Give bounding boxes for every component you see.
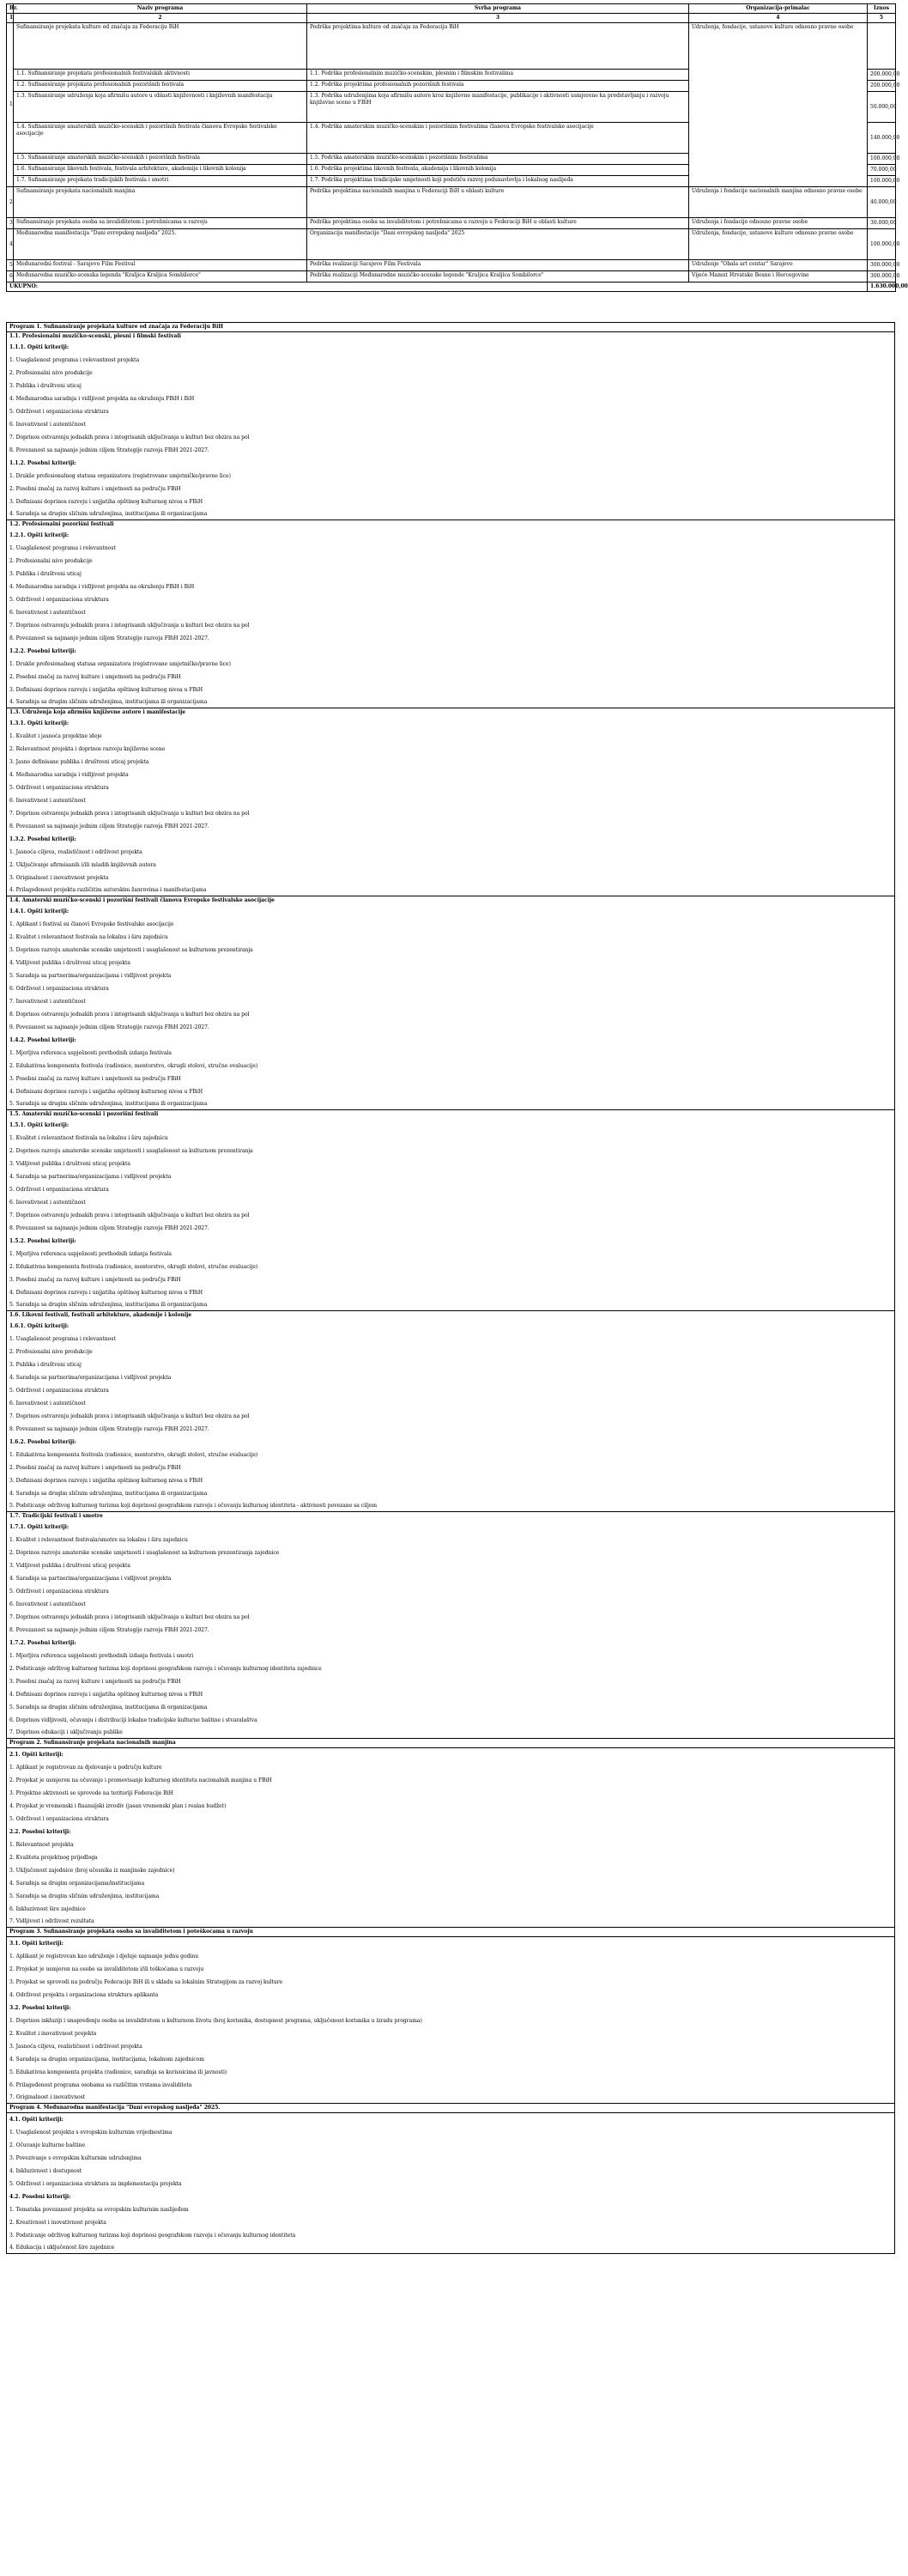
criteria-item: 1. Mjerljiva referenca uspješnosti prethodnih izdanja festivala i smotri [9, 1653, 194, 1659]
program-4-section [6, 2103, 895, 2254]
criteria-item: 1. Jasnoća ciljeva, realističnost i održivost projekta [9, 849, 142, 855]
budget-table [6, 3, 908, 292]
section-title: 1.7. Tradicijski festivali i smotre [9, 1513, 103, 1519]
criteria-item: 2. Kvalitet i relevantnost festivala na lokalnu i širu zajednicu [9, 934, 168, 940]
criteria-item: 8. Povezanost sa najmanje jednim ciljem Strategije razvoja FBiH 2021-2027. [9, 635, 209, 641]
criteria-item: 5. Održivost i organizaciona struktura [9, 409, 109, 415]
criteria-item: 3. Povezivanje s evropskim kulturnim udruženjima [9, 2155, 142, 2161]
header-cell: Svrha programa [307, 4, 689, 14]
header-number-cell: 5 [868, 14, 896, 23]
amount: 30.000,00 [868, 218, 896, 229]
criteria-item: 7. Vidljivost i održivost rezultata [9, 1918, 94, 1924]
header-number-cell: 3 [307, 14, 689, 23]
recipient-organization: Udruženja i fondacije nacionalnih manjina odnosno pravne osobe [689, 187, 868, 218]
criteria-item: 8. Povezanost sa najmanje jednim ciljem Strategije razvoja FBiH 2021-2027. [9, 447, 209, 453]
program-purpose: Podrška projektima osoba sa invaliditetom i potrebnicama u razvoju u Federaciji BiH u oblasti kulture [307, 218, 689, 229]
criteria-item: 5. Saradnja sa drugim sličnim udruženjima, institucijama ili organizacijama [9, 1302, 208, 1308]
criteria-item: 5. Održivost i organizaciona struktura [9, 1388, 109, 1394]
criteria-item: 2. Doprinos razvoju amaterske scenske umjetnosti i usaglašenost sa kulturnom prezentiranja zajednice [9, 1550, 280, 1556]
criteria-item: 6. Inovativnost i autentičnost [9, 422, 86, 428]
program-name: Međunarodna manifestacija "Dani evropskog nasljeđa" 2025. [14, 229, 307, 260]
amount: 100.000,00 [868, 154, 896, 165]
criteria-item: 1. Usaglašenost programa i relevantnost [9, 1336, 116, 1342]
criteria-item: 2. Uključivanje afirmisanih i/ili mladih književnih autora [9, 862, 156, 868]
criteria-item: 5. Saradnja sa drugim sličnim udruženjima, institucijama ili organizacijama [9, 1101, 208, 1107]
criteria-item: 3. Originalnost i inovativnost projekta [9, 875, 109, 881]
criteria-item: 7. Inovativnost i autentičnost [9, 999, 86, 1005]
criteria-item: 4. Međunarodna saradnja i vidljivost projekta [9, 772, 129, 778]
recipient-organization: Udruženje "Obala art centar" Sarajevo [689, 260, 868, 271]
recipient-organization: Udruženja i fondacije odnosno pravne osobe [689, 218, 868, 229]
program-purpose: Podrška realizaciji Sarajevo Film Festivala [307, 260, 689, 271]
criteria-item: 4. Saradnja sa partnerima/organizacijama i vidljivost projekta [9, 1576, 172, 1582]
criteria-item: 3. Publika i društveni uticaj [9, 571, 82, 577]
amount: 70.000,00 [868, 165, 896, 176]
criteria-item: 5. Saradnja sa drugim sličnim udruženjima, institucijama ili organizacijama [9, 1704, 208, 1710]
total-amount: 1.630.000,00 [868, 283, 896, 292]
table-row [7, 229, 896, 260]
criteria-section [6, 896, 895, 1110]
program-purpose: 1.1. Podrška profesionalnim muzičko-scenskim, plesnim i filmskim festivalima [307, 70, 689, 81]
criteria-item: 1. Usaglašenost programa i relevantnost [9, 545, 116, 551]
criteria-item: 2. Doprinos razvoju amaterske scenske umjetnosti i usaglašenost sa kulturnom prezentiranja [9, 1148, 253, 1154]
section-title: 1.6. Likovni festivali, festivali arhitekture, akademije i kolonije [9, 1312, 192, 1318]
general-criteria-heading: 2.1. Opšti kriteriji: [9, 1752, 64, 1758]
special-criteria-heading: 1.5.2. Posebni kriteriji: [9, 1238, 76, 1244]
criteria-item: 2. Profesionalni nivo produkcije [9, 558, 93, 564]
criteria-item: 3. Definisani doprinos razvoju i unjjatiha opštinog kulturnog nivoa u FBiH [9, 499, 203, 505]
general-criteria-heading: 1.7.1. Opšti kriteriji: [9, 1524, 70, 1530]
amount: 300.000,00 [868, 271, 896, 283]
criteria-item: 4. Prilagođenost projekta različitim autorskim žanrovima i manifestacijama [9, 887, 207, 893]
program-name: Međunarodna muzičko-scenska legenda "Kraljica Kraljica Sombilorce" [14, 271, 307, 283]
amount: 200.000,00 [868, 81, 896, 92]
criteria-item: 3. Definisani doprinos razvoju i unjjatiha opštinog kulturnog nivoa u FBiH [9, 1478, 203, 1484]
criteria-item: 2. Posebni značaj za razvoj kulture i umjetnosti na području FBiH [9, 1465, 181, 1471]
criteria-item: 8. Povezanost sa najmanje jednim ciljem Strategije razvoja FBiH 2021-2027. [9, 1627, 209, 1633]
program-name: Sufinansiranje projekata nacionalnih manjina [14, 187, 307, 218]
row-number: 4. [7, 229, 14, 260]
criteria-item: 3. Vidljivost publika i društveni uticaj projekta [9, 1563, 130, 1569]
criteria-item: 6. Doprinos vidljivosti, očuvanju i distribuciji lokalne tradicijske kulturne baštine i stvaralaštva [9, 1717, 257, 1723]
amount: 140.000,00 [868, 123, 896, 154]
header-cell: Organizacija-primalac [689, 4, 868, 14]
program-purpose: Podrška realizaciji Međunarodne muzičko-scenske legende "Kraljica Kraljica Sombilorce" [307, 271, 689, 283]
recipient-organization: Udruženja, fondacije, ustanove kulture odnosno pravne osobe [689, 229, 868, 260]
header-number-cell: 1 [7, 14, 14, 23]
program-1-subsections [6, 331, 895, 1739]
criteria-item: 7. Doprinos ostvarenju jednakih prava i integrisanih uključivanja u kulturi bez obzira na pol [9, 623, 250, 629]
row-number: 3. [7, 218, 14, 229]
section-title: 1.2. Profesionalni pozorišni festivali [9, 521, 114, 527]
criteria-item: 1. Mjerljiva referenca uspješnosti prethodnih izdanja festivala [9, 1251, 172, 1257]
amount: 300.000,00 [868, 260, 896, 271]
criteria-item: 4. Međunarodna saradnja i vidljivost projekta na okruženju FBiH i BiH [9, 584, 195, 590]
program-name: 1.1. Sufinansiranje projekata profesionalnih festivalskih aktivnosti [14, 70, 307, 81]
program-name: 1.2. Sufinansiranje projekata profesionalnih pozorišnih festivala [14, 81, 307, 92]
program-purpose: 1.5. Podrška amaterskim muzičko-scenskim i pozorišnim festivalima [307, 154, 689, 165]
program-purpose: Podrška projektima nacionalnih manjina u Federaciji BiH u oblasti kulture [307, 187, 689, 218]
criteria-item: 3. Publika i društveni uticaj [9, 383, 82, 389]
criteria-item: 2. Profesionalni nivo produkcije [9, 1349, 93, 1355]
program-3-section [6, 1927, 895, 2104]
program-purpose: 1.2. Podrška projektima profesionalnih pozorišnih festivala [307, 81, 689, 92]
criteria-item: 4. Saradnja sa drugim sličnim udruženjima, institucijama ili organizacijama [9, 1491, 208, 1497]
table-row [7, 218, 896, 229]
program-title: Program 2. Sufinansiranje projekata nacionalnih manjina [9, 1740, 176, 1746]
criteria-section [6, 708, 895, 896]
criteria-item: 3. Jasno definisane publika i društveni uticaj projekta [9, 759, 149, 765]
special-criteria-heading: 4.2. Posebni kriteriji: [9, 2194, 71, 2200]
criteria-item: 5. Održivost i organizaciona struktura [9, 1589, 109, 1595]
amount: 50.000,00 [868, 92, 896, 123]
general-criteria-heading: 4.1. Opšti kriteriji: [9, 2117, 64, 2123]
row-number: 5. [7, 260, 14, 271]
criteria-section [6, 1310, 895, 1512]
criteria-item: 8. Doprinos ostvarenju jednakih prava i integrisanih uključivanja u kulturi bez obzira na pol [9, 1012, 250, 1018]
criteria-item: 2. Kvalitet i inovativnost projekta [9, 2031, 97, 2037]
total-label: UKUPNO: [7, 283, 868, 292]
criteria-item: 5. Održivost i organizaciona struktura za implementaciju projekta [9, 2181, 182, 2187]
criteria-item: 4. Saradnja sa drugim sličnim udruženjima, institucijama ili organizacijama [9, 699, 208, 705]
criteria-sections [6, 323, 895, 2254]
criteria-item: 3. Doprinos razvoju amaterske scenske umjetnosti i usaglašenost sa kulturnom prezentiranja [9, 947, 253, 953]
total-row [7, 283, 896, 292]
criteria-section [6, 519, 895, 708]
criteria-item: 4. Održivost projekta i organizaciona struktura aplikanta [9, 1992, 159, 1998]
general-criteria-heading: 3.1. Opšti kriteriji: [9, 1941, 64, 1947]
special-criteria-heading: 1.2.2. Posebni kriteriji: [9, 648, 76, 654]
program-purpose: Organizacija manifestacije "Dani evropskog nasljeđa" 2025 [307, 229, 689, 260]
program-name: Sufinansiranje projekata kulture od značaja za Federaciju BiH [14, 23, 307, 70]
criteria-item: 4. Definisani doprinos razvoju i unjjatiha opštinog kulturnog nivoa u FBiH [9, 1290, 203, 1296]
criteria-item: 6. Održivost i organizaciona struktura [9, 986, 109, 992]
criteria-section [6, 1747, 895, 1928]
special-criteria-heading: 3.2. Posebni kriteriji: [9, 2005, 71, 2011]
special-criteria-heading: 2.2. Posebni kriteriji: [9, 1829, 71, 1835]
criteria-item: 8. Povezanost sa najmanje jednim ciljem Strategije razvoja FBiH 2021-2027. [9, 1225, 209, 1231]
criteria-item: 8. Povezanost sa najmanje jednim ciljem Strategije razvoja FBiH 2021-2027. [9, 823, 209, 829]
program-name: Sufinansiranje projekata osoba sa invaliditetom i potrebnicama u razvoju [14, 218, 307, 229]
program-title: Program 4. Međunarodna manifestacija "Dani evropskog nasljeđa" 2025. [9, 2105, 221, 2111]
criteria-item: 1. Kvalitet i relevantnost festivala na lokalnu i širu zajednicu [9, 1135, 168, 1141]
criteria-item: 3. Publika i društveni uticaj [9, 1362, 82, 1368]
general-criteria-heading: 1.6.1. Opšti kriteriji: [9, 1323, 70, 1329]
criteria-item: 9. Povezanost sa najmanje jednim ciljem Strategije razvoja FBiH 2021-2027. [9, 1024, 209, 1030]
criteria-item: 7. Doprinos ostvarenju jednakih prava i integrisanih uključivanja u kulturi bez obzira na pol [9, 1413, 250, 1419]
header-cell: Iznos [868, 4, 896, 14]
criteria-item: 5. Održivost i organizaciona struktura [9, 597, 109, 603]
criteria-item: 6. Inovativnost i autentičnost [9, 610, 86, 616]
criteria-item: 6. Inovativnost i autentičnost [9, 798, 86, 804]
criteria-item: 3. Posebni značaj za razvoj kulture i umjetnosti na području FBiH [9, 1076, 181, 1082]
criteria-item: 1. Drukše profesionalnog statusa organizatora (registrovane umjetničke/pravne lice) [9, 473, 231, 479]
table-row [7, 271, 896, 283]
criteria-item: 4. Saradnja sa partnerima/organizacijama i vidljivost projekta [9, 1375, 172, 1381]
amount: 100.000,00 [868, 176, 896, 187]
criteria-item: 3. Jasnoća ciljeva, realističnost i održivost projekta [9, 2044, 142, 2050]
criteria-section [6, 1511, 895, 1739]
criteria-item: 7. Doprinos ostvarenju jednakih prava i integrisanih uključivanja u kulturi bez obzira na pol [9, 1212, 250, 1218]
criteria-item: 4. Vidljivost publika i društveni uticaj projekta [9, 960, 130, 966]
special-criteria-heading: 1.1.2. Posebni kriteriji: [9, 460, 76, 466]
header-cell: Br. [7, 4, 14, 14]
criteria-item: 5. Saradnja sa drugim sličnim udruženjima, institucijama [9, 1893, 160, 1899]
criteria-item: 5. Saradnja sa partnerima/organizacijama i vidljivost projekta [9, 973, 172, 979]
row-number: 6. [7, 271, 14, 283]
criteria-item: 6. Inovativnost i autentičnost [9, 1200, 86, 1206]
criteria-item: 3. Projekat se sprovodi na području Federacije BiH ili u skladu sa lokalnim Strategijom za razvoj kulture [9, 1979, 283, 1985]
criteria-item: 7. Doprinos ostvarenju jednakih prava i integrisanih uključivanja u kulturi bez obzira na pol [9, 1614, 250, 1620]
criteria-item: 4. Saradnja sa drugim organizacijama, institucijama, lokalnom zajednicom [9, 2057, 204, 2063]
row-number: 1. [7, 23, 14, 187]
criteria-item: 5. Održivost i organizaciona struktura [9, 1816, 109, 1822]
criteria-item: 1. Drukše profesionalnog statusa organizatora (registrovane umjetničke/pravne lice) [9, 661, 231, 667]
row-number: 2. [7, 187, 14, 218]
criteria-item: 2. Profesionalni nivo produkcije [9, 370, 93, 376]
header-number-cell: 4 [689, 14, 868, 23]
criteria-item: 2. Posebni značaj za razvoj kulture i umjetnosti na području FBiH [9, 486, 181, 492]
table-row [7, 187, 896, 218]
criteria-item: 1. Tematska povezanost projekta sa evropskim kulturnim naslijeđem [9, 2207, 189, 2213]
program-title: Program 1. Sufinansiranje projekata kulture od značaja za Federaciju BiH [9, 324, 224, 330]
program-purpose: 1.3. Podrška udruženjima koja afirmišu autore kroz književne manifestacije, publikacije i aktivnosti usmjerene ka predstavljanju i razvoju književne scene u FBiH [307, 92, 689, 123]
general-criteria-heading: 1.5.1. Opšti kriteriji: [9, 1122, 70, 1128]
header-number-cell: 2 [14, 14, 307, 23]
criteria-item: 2. Posebni značaj za razvoj kulture i umjetnosti na području FBiH [9, 674, 181, 680]
section-title: 1.1. Profesionalni muzičko-scenski, plesni i filmski festivali [9, 333, 181, 339]
criteria-item: 2. Projekat je usmjeren na osobe sa invaliditetom i/ili teškoćama u razvoju [9, 1966, 204, 1972]
program-name: 1.3. Sufinansiranje udruženja koja afirmišu autore u oblasti književnosti i književnih manifestacija [14, 92, 307, 123]
special-criteria-heading: 1.4.2. Posebni kriteriji: [9, 1037, 76, 1043]
criteria-item: 1. Relevantnost projekta [9, 1842, 74, 1848]
criteria-item: 2. Kreativnost i inovativnost projekta [9, 2220, 106, 2226]
criteria-item: 5. Održivost i organizaciona struktura [9, 785, 109, 791]
program-purpose: 1.6. Podrška projektima likovnih festivala, akademija i likovnih kolonija [307, 165, 689, 176]
criteria-item: 6. Inovativnost i autentičnost [9, 1400, 86, 1406]
criteria-item: 3. Podsticanje održivog kulturnog turizma koji doprinosi geografskom razvoju i očuvanju kulturnog identiteta [9, 2233, 296, 2239]
criteria-section [6, 1936, 895, 2104]
header-cell: Naziv programa [14, 4, 307, 14]
special-criteria-heading: 1.7.2. Posebni kriteriji: [9, 1640, 76, 1646]
criteria-item: 4. Definisani doprinos razvoju i unjjatiha opštinog kulturnog nivoa u FBiH [9, 1089, 203, 1095]
amount: 100.000,00 [868, 229, 896, 260]
special-criteria-heading: 1.3.2. Posebni kriteriji: [9, 836, 76, 842]
program-purpose: 1.4. Podrška amaterskim muzičko-scenskim i pozorišnim festivalima članova Evropske festivalske asocijacije [307, 123, 689, 154]
amount: 40.000,00 [868, 187, 896, 218]
criteria-item: 3. Vidljivost publika i društveni uticaj projekta [9, 1161, 130, 1167]
general-criteria-heading: 1.2.1. Opšti kriteriji: [9, 532, 70, 538]
program-name: Međunarodni festival - Sarajevo Film Festival [14, 260, 307, 271]
criteria-item: 4. Inkluzivnost i dostupnost [9, 2168, 82, 2174]
criteria-item: 1. Kvalitet i jasnoća projektne ideje [9, 733, 102, 739]
table-row [7, 23, 896, 70]
table-header-row [7, 4, 896, 14]
recipient-organization: Udruženja, fondacije, ustanove kulture odnosno pravne osobe [689, 23, 868, 187]
criteria-item: 4. Edukacija i uključenost šire zajednice [9, 2245, 115, 2251]
criteria-item: 6. Prilagođenost programa osobama sa različitim vrstama invaliditeta [9, 2082, 192, 2088]
criteria-section [6, 331, 895, 520]
criteria-item: 3. Projektne aktivnosti se sprovode na teritoriji Federacije BiH [9, 1790, 173, 1796]
criteria-item: 2. Podsticanje održivog kulturnog turizma koji doprinosi geografskom razvoju i očuvanju kulturnog identiteta zajednice [9, 1666, 322, 1672]
criteria-item: 1. Aplikant i festival su članovi Evropske festivalske asocijacije [9, 921, 174, 927]
amount: 200.000,00 [868, 70, 896, 81]
program-name: 1.5. Sufinansiranje amaterskih muzičko-scenskih i pozorišnih festivala [14, 154, 307, 165]
criteria-item: 5. Održivost i organizaciona struktura [9, 1187, 109, 1193]
criteria-item: 1. Kvalitet i relevantnost festivala/smotre na lokalnu i širu zajednicu [9, 1537, 188, 1543]
criteria-item: 4. Definisani doprinos razvoju i unjjatiha opštinog kulturnog nivoa u FBiH [9, 1692, 203, 1698]
criteria-item: 2. Edukativna komponenta festivala (radionice, mentorstvo, okrugli stolovi, stručne evaluacije) [9, 1264, 258, 1270]
program-purpose: Podrška projektima kulture od značaja za Federaciju BiH [307, 23, 689, 70]
criteria-item: 7. Doprinos ostvarenju jednakih prava i integrisanih uključivanja u kulturi bez obzira na pol [9, 811, 250, 817]
general-criteria-heading: 1.3.1. Opšti kriteriji: [9, 720, 70, 726]
criteria-item: 2. Očuvanje kulturne baštine [9, 2142, 86, 2148]
criteria-item: 6. Inkluzivnost šire zajednice [9, 1906, 86, 1912]
criteria-section [6, 1109, 895, 1311]
criteria-item: 1. Mjerljiva referenca uspješnosti prethodnih izdanja festivala [9, 1050, 172, 1056]
criteria-item: 3. Definisani doprinos razvoju i unjjatiha opštinog kulturnog nivoa u FBiH [9, 687, 203, 693]
criteria-item: 8. Povezanost sa najmanje jednim ciljem Strategije razvoja FBiH 2021-2027. [9, 1426, 209, 1432]
criteria-item: 1. Edukativna komponenta festivala (radionice, mentorstvo, okrugli stolovi, stručne evaluacije) [9, 1452, 258, 1458]
program-purpose: 1.7. Podrška projektima tradicijske umjetnosti koji podstiču razvoj podunavlovlja i lokalnog naslijeđa [307, 176, 689, 187]
general-criteria-heading: 1.4.1. Opšti kriteriji: [9, 908, 70, 914]
section-title: 1.5. Amaterski muzičko-scenski i pozorišni festivali [9, 1111, 159, 1117]
criteria-item: 1. Aplikant je registrovan kao udruženje i djeluje najmanje jednu godinu [9, 1953, 199, 1959]
criteria-item: 7. Doprinos edukaciji i uključivanju publike [9, 1729, 123, 1735]
criteria-item: 7. Doprinos ostvarenju jednakih prava i integrisanih uključivanja u kulturi bez obzira na pol [9, 434, 250, 440]
criteria-item: 3. Posebni značaj za razvoj kulture i umjetnosti na području FBiH [9, 1277, 181, 1283]
special-criteria-heading: 1.6.2. Posebni kriteriji: [9, 1439, 76, 1445]
criteria-item: 2. Kvaliteta projektnog prijedloga [9, 1855, 98, 1861]
criteria-item: 1. Aplikant je registrovan za djelovanje u području kulture [9, 1765, 162, 1771]
criteria-item: 4. Saradnja sa drugim organizacijama/institucijama [9, 1880, 145, 1886]
section-title: 1.4. Amaterski muzičko-scenski i pozorišni festivali članova Evropske festivalske asocijacije [9, 897, 275, 903]
criteria-item: 4. Projekat je vremenski i finansijski izvodiv (jasan vremenski plan i realan budžet) [9, 1803, 227, 1809]
criteria-item: 1. Usaglašenost projekta s evropskim kulturnim vrijednostima [9, 2129, 173, 2136]
criteria-item: 4. Međunarodna saradnja i vidljivost projekta na okruženju FBiH i BiH [9, 396, 195, 402]
criteria-item: 4. Saradnja sa partnerima/organizacijama i vidljivost projekta [9, 1174, 172, 1180]
criteria-item: 5. Edukativna komponenta projekta (radionice, saradnja sa korisnicima ili javnosti) [9, 2069, 227, 2075]
criteria-item: 7. Originalnost i inovativnost [9, 2094, 86, 2100]
amount [868, 23, 896, 70]
program-name: 1.4. Sufinansiranje amaterskih muzičko-scenskih i pozorišnih festivala članova Evropske festivalske asocijacije [14, 123, 307, 154]
criteria-item: 5. Podsticanje održivog kulturnog turizma koji doprinosi geografskom razvoju i očuvanju kulturnog identiteta - aktivnosti povezane sa ciljem [9, 1503, 378, 1509]
criteria-item: 1. Doprinos inkluziji i unapređenju osoba sa invaliditetom u kulturnom životu (broj korisnika, dostupnost programa, uključenost korisnika u izradu programa) [9, 2018, 422, 2024]
section-title: 1.3. Udruženja koja afirmišu književne autore i manifestacije [9, 709, 186, 715]
criteria-section [6, 2112, 895, 2254]
criteria-item: 4. Saradnja sa drugim sličnim udruženjima, institucijama ili organizacijama [9, 511, 208, 517]
table-row [7, 260, 896, 271]
criteria-item: 2. Edukativna komponenta festivala (radionice, mentorstvo, okrugli stolovi, stručne evaluacije) [9, 1063, 258, 1069]
recipient-organization: Vijeće Mamut Hrvatske Bosne i Hercegovine [689, 271, 868, 283]
criteria-item: 2. Projekat je usmjeren na očuvanje i promovisanje kulturnog identiteta nacionalnih manjina u FBiH [9, 1777, 272, 1783]
program-title: Program 3. Sufinansiranje projekata osoba sa invaliditetom i poteškoćama u razvoju [9, 1929, 253, 1935]
criteria-item: 1. Usaglašenost programa i relevantnost projekta [9, 357, 140, 363]
program-name: 1.6. Sufinansiranje likovnih festivala, festivala arhitekture, akademija i likovnih kolonija [14, 165, 307, 176]
program-name: 1.7. Sufinansiranje projekata tradicijskih festivala i smotri [14, 176, 307, 187]
program-2-section [6, 1738, 895, 1928]
criteria-item: 6. Inovativnost i autentičnost [9, 1601, 86, 1607]
criteria-item: 3. Uključenost zajednice (broj učesnika iz manjinske zajednice) [9, 1868, 175, 1874]
criteria-item: 2. Relevantnost projekta i doprinos razvoju književne scene [9, 746, 166, 752]
criteria-item: 3. Posebni značaj za razvoj kulture i umjetnosti na području FBiH [9, 1679, 181, 1685]
general-criteria-heading: 1.1.1. Opšti kriteriji: [9, 344, 70, 350]
table-header-number-row [7, 14, 896, 23]
